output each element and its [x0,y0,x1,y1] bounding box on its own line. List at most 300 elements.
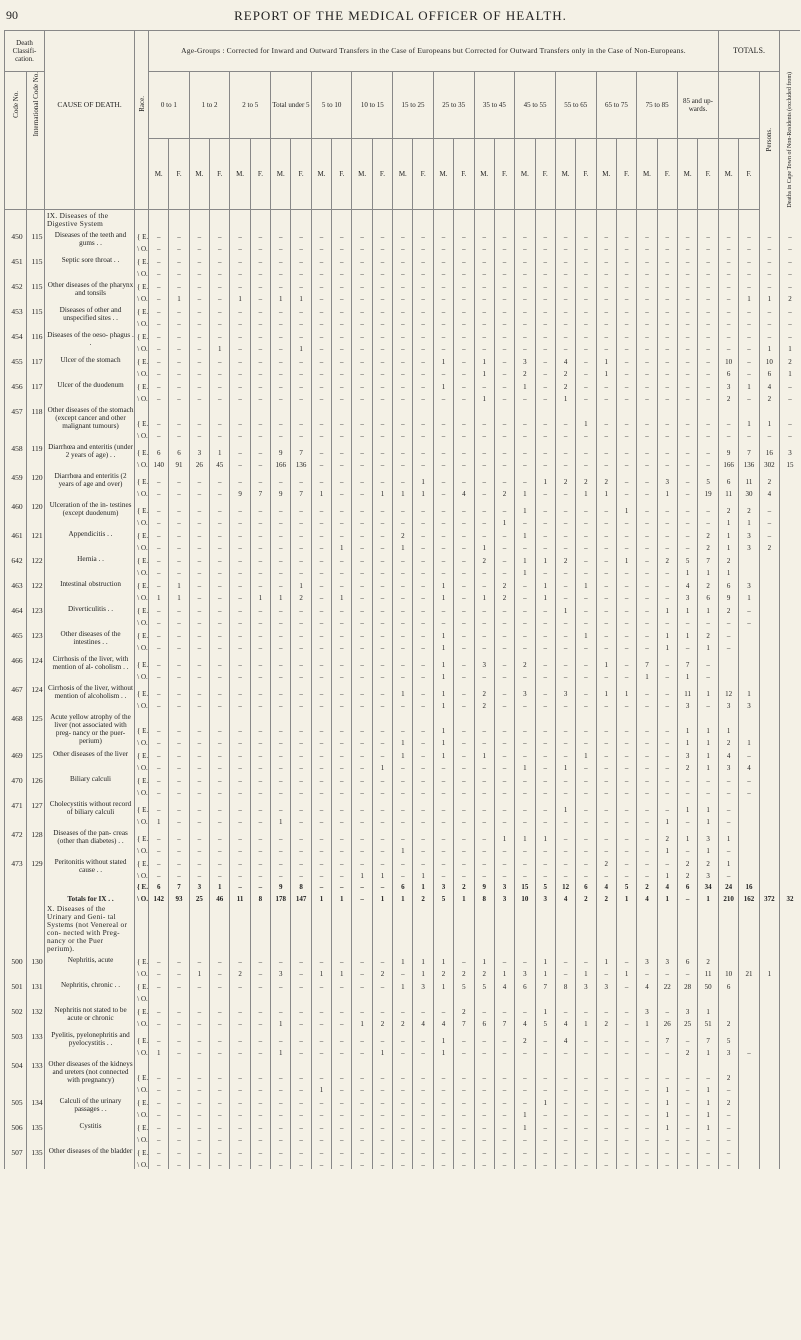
non-european-value-cell: – [250,428,270,440]
european-value-cell: – [576,652,596,669]
european-value-cell: – [637,469,657,486]
european-value-cell: – [515,855,535,868]
section-spacer [149,209,169,228]
european-value-cell: – [230,953,250,966]
european-value-cell: – [332,855,352,868]
non-european-value-cell: – [291,266,311,278]
non-european-value-cell: – [311,698,331,710]
male-header: M. [189,138,209,209]
non-european-value-cell: – [596,515,616,527]
non-european-value-cell: – [230,316,250,328]
totals-european-value-cell: 8 [291,880,311,891]
non-european-value-cell: 2 [474,698,494,710]
european-value-cell: – [780,378,800,391]
non-european-value-cell: – [393,266,413,278]
european-value-cell: – [372,772,392,785]
non-european-value-cell: – [271,540,291,552]
non-european-value-cell [210,991,230,1003]
european-value-cell: – [169,527,189,540]
section-spacer [271,209,291,228]
non-european-value-cell: – [210,291,230,303]
non-european-value-cell: 21 [739,966,759,978]
european-value-cell: – [332,552,352,565]
non-european-value-cell: – [352,515,372,527]
cause-header-top [45,31,135,72]
non-european-value-cell: – [494,457,514,469]
non-european-value-cell: – [230,391,250,403]
totals-european-value-cell: 4 [657,880,677,891]
non-european-value-cell: – [616,391,636,403]
european-value-cell: – [352,1144,372,1157]
non-european-value-cell: – [555,1157,575,1169]
section-spacer [291,209,311,228]
european-value-cell: – [372,710,392,735]
non-european-value-cell: – [616,1016,636,1028]
non-european-value-cell: 3 [515,966,535,978]
european-value-cell: 3 [637,1003,657,1016]
european-value-cell: – [474,577,494,590]
european-value-cell: – [169,1094,189,1107]
race-non-european: \ O. [135,891,149,903]
non-european-value-cell: – [637,785,657,797]
non-european-value-cell: – [311,785,331,797]
row-cause: Intestinal obstruction [45,577,135,602]
european-value-cell: 10 [759,353,779,366]
non-european-value-cell: – [210,735,230,747]
european-value-cell: – [311,552,331,565]
totals-european-value-cell: 5 [616,880,636,891]
non-european-value-cell: – [372,366,392,378]
section-spacer [637,903,657,953]
non-european-value-cell: – [291,428,311,440]
non-european-value-cell: 4 [555,1016,575,1028]
totals-spacer [5,880,27,903]
non-european-value-cell: – [576,1045,596,1057]
european-value-cell: – [230,469,250,486]
european-value-cell: – [271,378,291,391]
non-european-value-cell: – [311,291,331,303]
european-value-cell [759,681,779,698]
european-value-cell: 1 [698,681,719,698]
non-european-value-cell: – [250,391,270,403]
european-value-cell: – [739,747,759,760]
european-value-cell: 1 [515,527,535,540]
european-value-cell: – [271,303,291,316]
non-european-value-cell: – [555,266,575,278]
european-value-cell: 5 [719,1028,739,1045]
european-value-cell: – [637,772,657,785]
european-value-cell: – [555,1057,575,1082]
european-value-cell: – [393,1144,413,1157]
european-value-cell: – [230,978,250,991]
european-value-cell: 1 [535,577,555,590]
european-value-cell: – [596,1057,616,1082]
non-european-value-cell: – [433,540,453,552]
european-value-cell: – [210,710,230,735]
non-european-value-cell: – [780,241,800,253]
european-value-cell: – [698,498,719,515]
non-european-value-cell: – [535,868,555,880]
non-european-value-cell [759,868,779,880]
non-european-value-cell [759,1132,779,1144]
totals-european-value-cell: – [311,880,331,891]
row-cause: Ulcer of the duodenum [45,378,135,403]
row-cause: Ulceration of the in- testines (except duodenum) [45,498,135,527]
european-value-cell [759,1028,779,1045]
totals-non-european-value-cell: 162 [739,891,759,903]
non-european-value-cell: – [291,316,311,328]
non-european-value-cell: – [433,565,453,577]
section-spacer [555,903,575,953]
european-value-cell: 1 [657,627,677,640]
non-european-value-cell: – [454,590,474,602]
european-value-cell: – [291,652,311,669]
european-value-cell: – [596,498,616,515]
non-european-value-cell: – [719,814,739,826]
european-value-cell: – [372,1057,392,1082]
european-value-cell: 7 [677,652,697,669]
non-european-value-cell: 166 [271,457,291,469]
european-value-cell: – [637,378,657,391]
european-value-cell: – [494,747,514,760]
non-european-value-cell: – [677,640,697,652]
european-value-cell: – [372,527,392,540]
non-european-value-cell: – [474,241,494,253]
european-value-cell: – [311,1144,331,1157]
non-european-value-cell: – [291,669,311,681]
non-european-value-cell [759,814,779,826]
non-european-value-cell: – [433,515,453,527]
european-value-cell [780,953,800,966]
non-european-value-cell: – [780,266,800,278]
european-value-cell: 1 [393,953,413,966]
totals-mf-header [719,72,760,139]
non-european-value-cell: – [352,669,372,681]
non-european-value-cell: – [719,1132,739,1144]
non-european-value-cell: – [739,341,759,353]
european-value-cell: – [637,855,657,868]
european-value-cell: – [576,378,596,391]
non-european-value-cell: 6 [759,366,779,378]
european-value-cell: – [250,826,270,843]
european-value-cell [719,652,739,669]
totals-non-european-value-cell: 8 [250,891,270,903]
non-european-value-cell: 2 [759,391,779,403]
european-value-cell [780,1094,800,1107]
european-value-cell: – [454,602,474,615]
non-european-value-cell: 1 [759,291,779,303]
section-spacer [454,903,474,953]
age-group-4: 5 to 10 [311,72,352,139]
non-european-value-cell: – [413,1107,433,1119]
european-value-cell: 5 [677,552,697,565]
european-value-cell: – [372,278,392,291]
row-code: 463 [5,577,27,602]
non-european-value-cell: – [494,735,514,747]
non-european-value-cell: – [189,615,209,627]
european-value-cell: – [535,797,555,814]
persons-label: Persons. [765,127,774,152]
non-european-value-cell: – [271,1157,291,1169]
european-value-cell: – [250,378,270,391]
non-european-value-cell: – [332,814,352,826]
european-value-cell: – [372,1119,392,1132]
non-european-value-cell: – [332,515,352,527]
european-value-cell [719,1003,739,1016]
non-european-value-cell [780,590,800,602]
non-european-value-cell: – [393,515,413,527]
non-european-value-cell: 1 [311,966,331,978]
non-european-value-cell: – [291,1132,311,1144]
european-value-cell: – [149,627,169,640]
european-value-cell: 1 [719,527,739,540]
non-european-value-cell: – [616,1045,636,1057]
non-european-value-cell: – [555,457,575,469]
row-intl-code: 116 [27,328,45,353]
race-non-european: \ O. [135,615,149,627]
non-european-value-cell: 1 [515,1107,535,1119]
row-cause: Cholecystitis without record of biliary calculi [45,797,135,826]
european-value-cell: – [494,602,514,615]
non-european-value-cell: – [657,1045,677,1057]
non-european-value-cell: – [555,1082,575,1094]
race-non-european: \ O. [135,316,149,328]
non-european-value-cell: – [210,669,230,681]
european-value-cell: – [413,1144,433,1157]
european-value-cell: 1 [515,378,535,391]
european-value-cell: – [250,602,270,615]
european-value-cell: – [637,303,657,316]
european-value-cell: – [210,527,230,540]
european-value-cell: – [596,403,616,428]
non-european-value-cell: 9 [230,486,250,498]
european-value-cell: – [332,303,352,316]
non-european-value-cell: – [555,669,575,681]
totals-european-value-cell: – [352,880,372,891]
european-value-cell: – [739,602,759,615]
race-european: { E. [135,1119,149,1132]
european-value-cell: – [393,602,413,615]
non-european-value-cell: – [535,1045,555,1057]
european-value-cell: – [454,627,474,640]
race-non-european: \ O. [135,1157,149,1169]
european-value-cell: – [616,652,636,669]
non-european-value-cell: – [474,669,494,681]
european-value-cell: – [637,577,657,590]
european-value-cell: 2 [698,855,719,868]
non-european-value-cell [739,868,759,880]
non-european-value-cell: – [352,565,372,577]
european-value-cell: – [616,855,636,868]
european-value-cell [759,772,779,785]
non-european-value-cell: – [250,540,270,552]
non-european-value-cell: – [596,291,616,303]
non-european-value-cell: – [352,1082,372,1094]
european-value-cell: 1 [433,577,453,590]
european-value-cell: – [433,440,453,457]
european-value-cell: – [413,652,433,669]
european-value-cell: – [250,1003,270,1016]
european-value-cell: – [555,953,575,966]
non-european-value-cell: – [352,843,372,855]
non-european-value-cell: – [393,366,413,378]
non-european-value-cell: – [413,640,433,652]
non-european-value-cell: – [555,814,575,826]
european-value-cell: – [433,303,453,316]
non-european-value-cell: – [332,366,352,378]
totals-european-value-cell: 3 [494,880,514,891]
non-european-value-cell: – [677,428,697,440]
non-european-value-cell: – [250,1082,270,1094]
non-european-value-cell: – [515,843,535,855]
non-european-value-cell: – [352,735,372,747]
european-value-cell: – [169,1119,189,1132]
age-group-12: 75 to 85 [637,72,678,139]
non-european-value-cell: – [210,814,230,826]
non-european-value-cell: – [210,565,230,577]
non-european-value-cell: 1 [332,540,352,552]
european-value-cell: – [719,772,739,785]
european-value-cell [780,797,800,814]
european-value-cell: – [657,228,677,241]
non-european-value-cell: – [230,590,250,602]
european-value-cell: – [372,627,392,640]
race-european: { E. [135,797,149,814]
european-value-cell: – [250,328,270,341]
non-european-value-cell: – [616,785,636,797]
european-value-cell: – [555,403,575,428]
european-value-cell: – [454,440,474,457]
non-european-value-cell: – [454,366,474,378]
non-european-value-cell: – [230,735,250,747]
non-european-value-cell: – [719,428,739,440]
european-value-cell: – [759,303,779,316]
non-european-value-cell: 1 [657,843,677,855]
european-value-cell: – [494,278,514,291]
non-european-value-cell: – [576,760,596,772]
non-european-value-cell: – [189,640,209,652]
non-european-value-cell: – [535,341,555,353]
non-european-value-cell: – [637,868,657,880]
european-value-cell [780,1003,800,1016]
european-value-cell: – [576,855,596,868]
non-european-value-cell: – [250,640,270,652]
european-value-cell: – [576,797,596,814]
european-value-cell: – [393,627,413,640]
non-european-value-cell: – [230,540,250,552]
european-value-cell: 6 [169,440,189,457]
european-value-cell: – [576,552,596,565]
row-cause: Acute yellow atrophy of the liver (not associated with preg- nancy or the puer- perium) [45,710,135,747]
non-european-value-cell: – [311,1107,331,1119]
non-european-value-cell: – [189,341,209,353]
european-value-cell: – [230,772,250,785]
non-european-value-cell: – [413,615,433,627]
non-european-value-cell: 2 [230,966,250,978]
non-european-value-cell: – [474,760,494,772]
european-value-cell [780,710,800,735]
european-value-cell: 1 [393,747,413,760]
non-european-value-cell: 51 [698,1016,719,1028]
row-code: 460 [5,498,27,527]
european-value-cell: – [535,652,555,669]
non-european-value-cell: – [637,366,657,378]
race-european: { E. [135,681,149,698]
non-european-value-cell: – [616,486,636,498]
section-spacer [739,209,759,228]
non-european-value-cell: – [576,316,596,328]
non-european-value-cell: – [535,640,555,652]
european-value-cell: 50 [698,978,719,991]
cape-town-header [780,72,800,210]
european-value-cell: 3 [596,978,616,991]
european-value-cell: 2 [719,1094,739,1107]
race-european: { E. [135,1144,149,1157]
non-european-value-cell: – [250,266,270,278]
non-european-value-cell: – [433,615,453,627]
european-value-cell: – [372,1094,392,1107]
non-european-value-cell: – [149,760,169,772]
european-value-cell: – [616,710,636,735]
european-value-cell: – [657,855,677,868]
row-cause: Other diseases of the stomach (except cancer and other malignant tumours) [45,403,135,440]
non-european-value-cell: – [555,428,575,440]
race-header [135,72,149,139]
section-spacer [332,903,352,953]
european-value-cell: – [719,303,739,316]
european-value-cell: – [433,1119,453,1132]
non-european-value-cell: – [515,428,535,440]
european-value-cell: – [352,797,372,814]
row-code: 452 [5,278,27,303]
non-european-value-cell: – [413,428,433,440]
non-european-value-cell: – [230,868,250,880]
totals-non-european-value-cell: 178 [271,891,291,903]
european-value-cell: – [454,953,474,966]
non-european-value-cell: – [433,486,453,498]
non-european-value-cell: – [271,316,291,328]
european-value-cell: 1 [210,440,230,457]
non-european-value-cell: – [149,1016,169,1028]
european-value-cell: – [271,953,291,966]
european-value-cell: – [250,855,270,868]
non-european-value-cell: 45 [210,457,230,469]
non-european-value-cell: – [677,615,697,627]
european-value-cell: – [494,1144,514,1157]
non-european-value-cell: – [677,515,697,527]
row-intl-code: 115 [27,278,45,303]
european-value-cell: – [677,253,697,266]
non-european-value-cell: – [210,1016,230,1028]
european-value-cell: – [352,278,372,291]
non-european-value-cell: – [332,698,352,710]
non-european-value-cell: – [352,428,372,440]
male-header: M. [311,138,331,209]
section-spacer [677,903,697,953]
european-value-cell: 7 [698,1028,719,1045]
european-value-cell: – [332,1057,352,1082]
european-value-cell: – [332,577,352,590]
row-cause: Other diseases of the intestines . . [45,627,135,652]
non-european-value-cell: 3 [698,868,719,880]
european-value-cell: – [291,772,311,785]
non-european-value-cell: – [719,1107,739,1119]
non-european-value-cell: – [454,785,474,797]
non-european-value-cell: 1 [393,843,413,855]
non-european-value-cell: 4 [739,760,759,772]
european-value-cell: – [189,1119,209,1132]
non-european-value-cell: – [210,843,230,855]
